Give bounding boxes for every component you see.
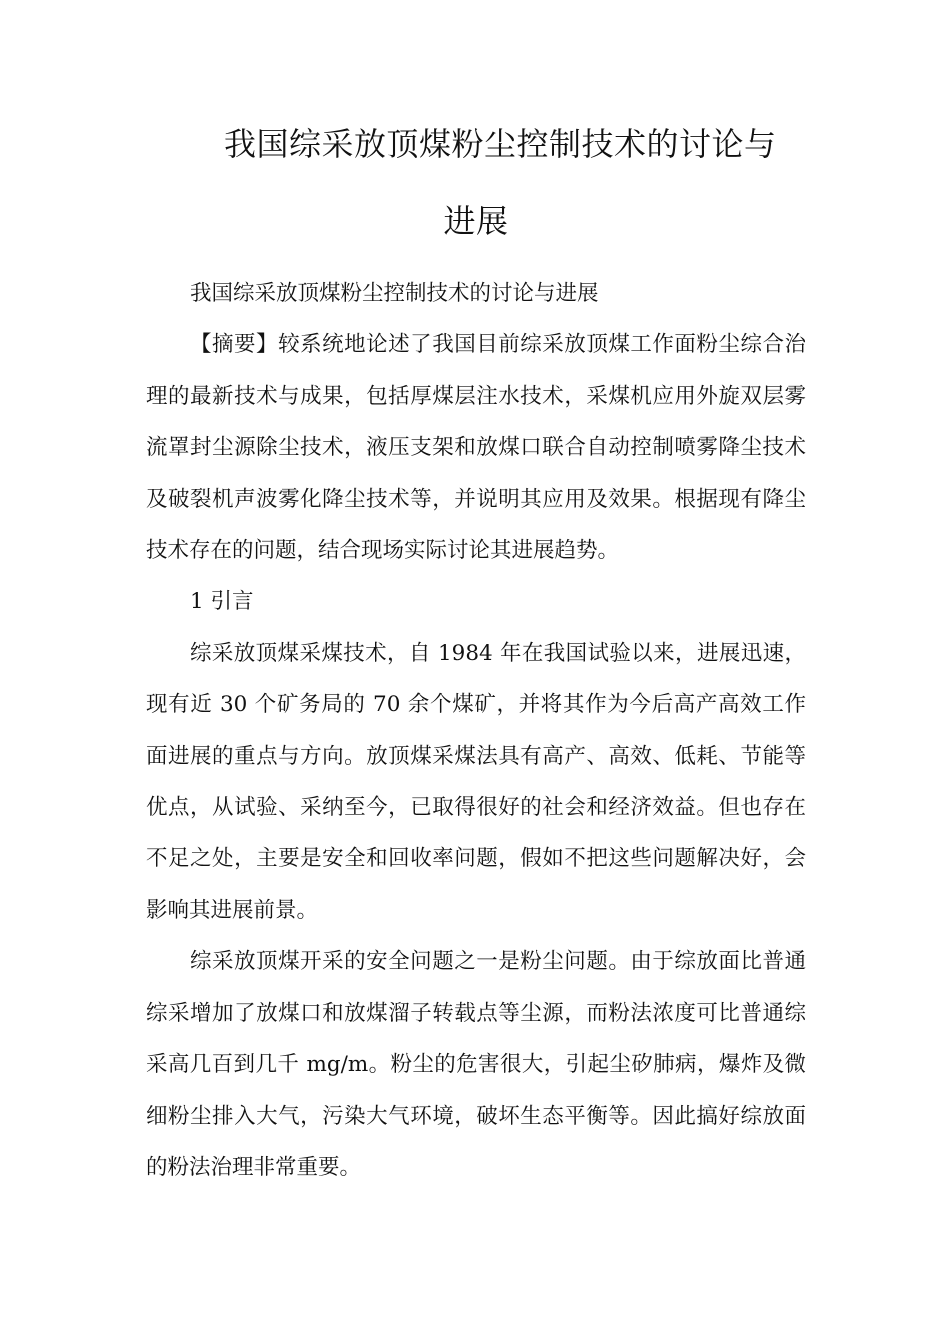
paragraph-introduction-1: 综采放顶煤采煤技术，自 1984 年在我国试验以来，进展迅速，现有近 30 个矿务局的 70 余个煤矿，并将其作为今后高产高效工作面进展的重点与方向。放顶煤采煤法具有高产、高效、低耗、节能等优点，从试验、采纳至今，已取得很好的社会和经济效益。但也存在不足之处，主要是安全和回收率问题，假如不把这些问题解决好，会影响其进展前景。 xyxy=(146,640,806,923)
paragraph-introduction-2: 综采放顶煤开采的安全问题之一是粉尘问题。由于综放面比普通综采增加了放煤口和放煤溜子转载点等尘源，而粉法浓度可比普通综采高几百到几千 mg/m。粉尘的危害很大，引起尘矽肺病，爆炸及微细粉尘排入大气，污染大气环境，破坏生态平衡等。因此搞好综放面的粉法治理非常重要。 xyxy=(146,949,806,1180)
document-body xyxy=(146,268,806,1193)
section-heading-introduction: 1 引言 xyxy=(190,589,254,615)
paragraph-subtitle: 我国综采放顶煤粉尘控制技术的讨论与进展 xyxy=(190,281,599,306)
paragraph-abstract: 【摘要】较系统地论述了我国目前综采放顶煤工作面粉尘综合治理的最新技术与成果，包括厚煤层注水技术，采煤机应用外旋双层雾流罩封尘源除尘技术，液压支架和放煤口联合自动控制喷雾降尘技术及破裂机声波雾化降尘技术等，并说明其应用及效果。根据现有降尘技术存在的问题，结合现场实际讨论其进展趋势。 xyxy=(146,332,806,564)
document-title-line-1: 我国综采放顶煤粉尘控制技术的讨论与 xyxy=(224,125,777,163)
document-title-line-2: 进展 xyxy=(443,202,509,240)
